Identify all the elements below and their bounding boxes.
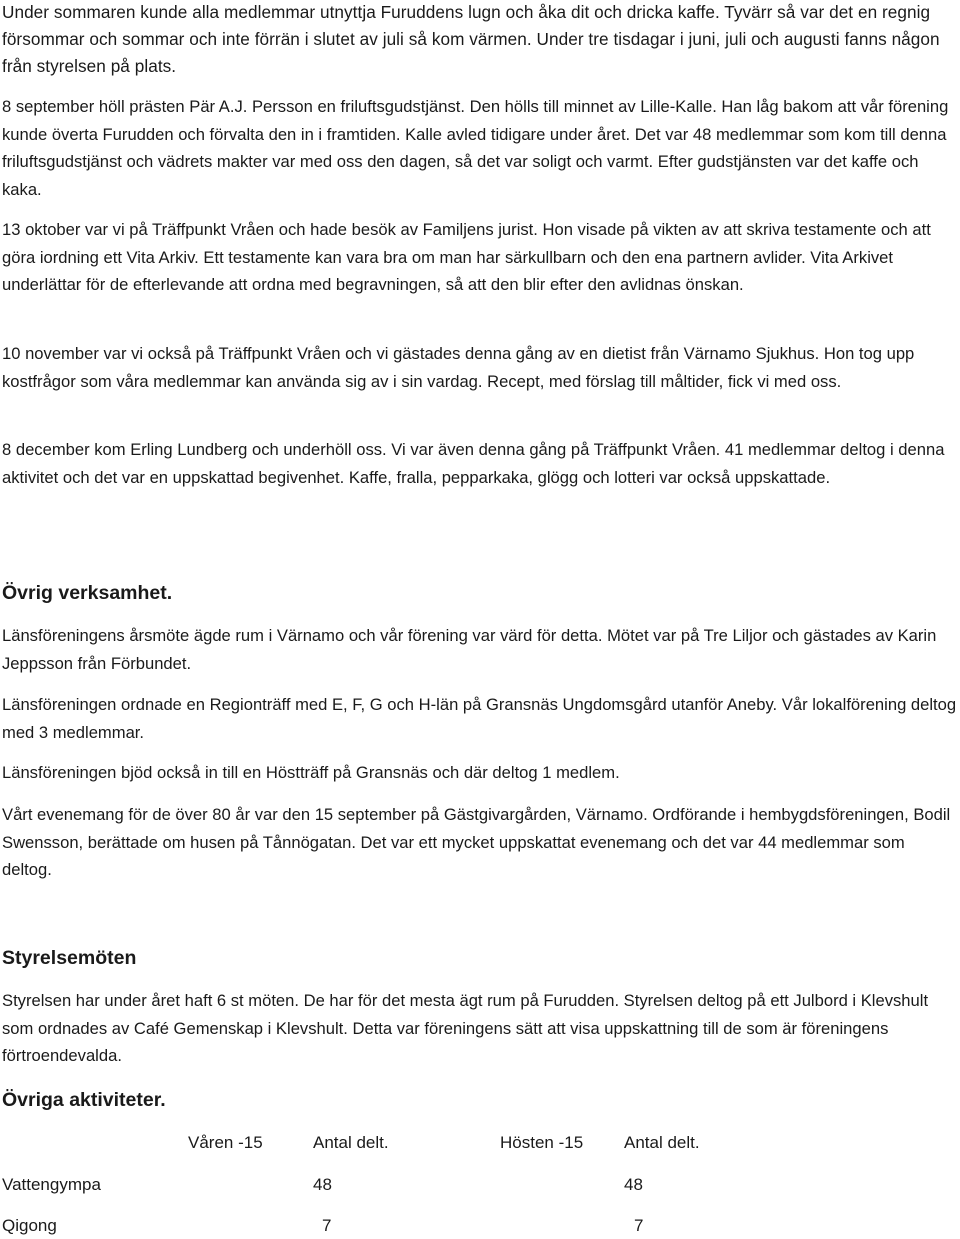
paragraph-november: 10 november var vi också på Träffpunkt Vråen och vi gästades denna gång av en dietist från Värnamo Sjukhus. Hon tog upp kostfrågor som våra medlemmar kan använda sig av i sin vardag. Recept, med förslag till måltider, fick vi med oss. bbox=[2, 344, 915, 391]
header-varen: Våren -15 bbox=[188, 1133, 263, 1152]
activity-name: Qigong bbox=[2, 1216, 57, 1235]
header-antal-delt-host: Antal delt. bbox=[624, 1133, 700, 1152]
count-var: 48 bbox=[313, 1175, 332, 1194]
count-var: 7 bbox=[322, 1216, 332, 1235]
heading-ovrig-verksamhet: Övrig verksamhet. bbox=[2, 582, 173, 604]
table-row bbox=[2, 1172, 958, 1198]
count-host: 48 bbox=[624, 1175, 643, 1194]
count-host: 7 bbox=[634, 1216, 644, 1235]
paragraph-lansforening-arsmote: Länsföreningens årsmöte ägde rum i Värnamo och vår förening var värd för detta. Mötet var på Tre Liljor och gästades av Karin Jeppsson från Förbundet. bbox=[2, 626, 937, 673]
paragraph-styrelsemoten: Styrelsen har under året haft 6 st möten. De har för det mesta ägt rum på Furudden. Styrelsen deltog på ett Julbord i Klevshult som ordnades av Café Gemenskap i Klevshult. Detta var föreningens sätt att visa uppskattning till de som är föreningens förtroendevalda. bbox=[2, 991, 929, 1065]
heading-ovriga-aktiviteter: Övriga aktiviteter. bbox=[2, 1089, 166, 1111]
table-row bbox=[2, 1213, 958, 1239]
paragraph-december: 8 december kom Erling Lundberg och underhöll oss. Vi var även denna gång på Träffpunkt Vråen. 41 medlemmar deltog i denna aktivitet och det var en uppskattad begivenhet. Kaffe, fralla, pepparkaka, glögg och lotteri var också uppskattade. bbox=[2, 440, 945, 487]
header-antal-delt-var: Antal delt. bbox=[313, 1133, 389, 1152]
paragraph-hosttraff: Länsföreningen bjöd också in till en Höstträff på Gransnäs och där deltog 1 medlem. bbox=[2, 763, 620, 782]
paragraph-evenemang-80: Vårt evenemang för de över 80 år var den 15 september på Gästgivargården, Värnamo. Ordförande i hembygdsföreningen, Bodil Swensson, berättade om husen på Tånnögatan. Det var ett mycket uppskattat evenemang och det var 44 medlemmar som deltog. bbox=[2, 805, 951, 879]
header-hosten: Hösten -15 bbox=[500, 1133, 584, 1152]
paragraph-regiontraff: Länsföreningen ordnade en Regionträff med E, F, G och H-län på Gransnäs Ungdomsgård utanför Aneby. Vår lokalförening deltog med 3 medlemmar. bbox=[2, 695, 957, 742]
activity-table-header bbox=[2, 1130, 958, 1156]
heading-styrelsemoten: Styrelsemöten bbox=[2, 947, 137, 969]
activity-name: Vattengympa bbox=[2, 1175, 101, 1194]
paragraph-september: 8 september höll prästen Pär A.J. Persson en friluftsgudstjänst. Den hölls till minnet av Lille-Kalle. Han låg bakom att vår förening kunde överta Furudden och förvalta den in i framtiden. Kalle avled tidigare under året. Det var 48 medlemmar som kom till denna friluftsgudstjänst och vädrets makter var med oss den dagen, så det var soligt och varmt. Efter gudstjänsten var det kaffe och kaka. bbox=[2, 97, 949, 199]
paragraph-october: 13 oktober var vi på Träffpunkt Vråen och hade besök av Familjens jurist. Hon visade på vikten av att skriva testamente och att göra iordning ett Vita Arkiv. Ett testamente kan vara bra om man har särkullbarn och den ena partnern avlider. Vita Arkivet underlättar för de efterlevande att ordna med begravningen, så att den blir efter den avlidnas önskan. bbox=[2, 220, 931, 294]
paragraph-summer: Under sommaren kunde alla medlemmar utnyttja Furuddens lugn och åka dit och dricka kaffe. Tyvärr så var det en regnig försommar och sommar och inte förrän i slutet av juli så kom värmen. Under tre tisdagar i juni, juli och augusti fanns någon från styrelsen på plats. bbox=[2, 2, 940, 76]
